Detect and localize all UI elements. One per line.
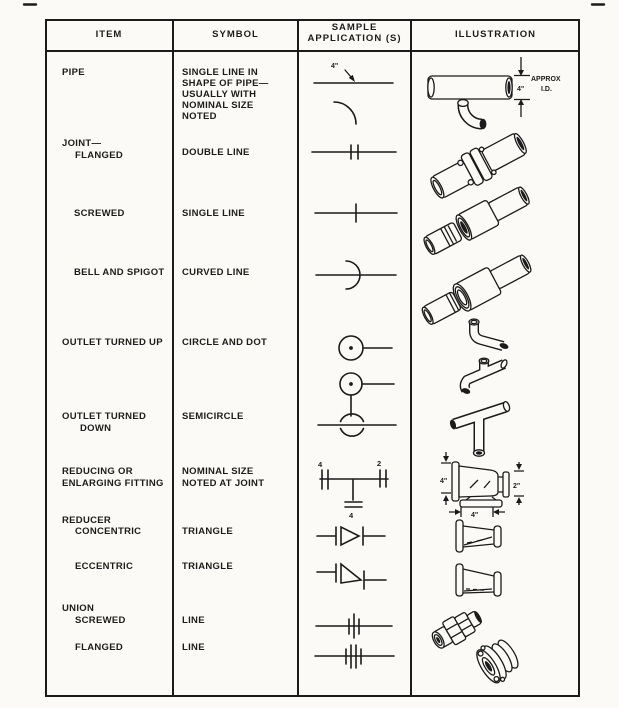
symbol-double-line: DOUBLE LINE bbox=[182, 147, 250, 158]
screwed-union-symbol bbox=[316, 614, 392, 638]
item-reducer: REDUCER bbox=[62, 515, 112, 526]
header-sample-line2: APPLICATION (S) bbox=[307, 33, 402, 44]
header-symbol: SYMBOL bbox=[212, 29, 259, 40]
eccentric-reducer-illustration bbox=[456, 564, 501, 596]
symbol-triangle-eccentric: TRIANGLE bbox=[182, 561, 233, 572]
flanged-union-illustration bbox=[472, 634, 524, 688]
symbol-semicircle: SEMICIRCLE bbox=[182, 411, 244, 422]
symbol-pipe-line1: SINGLE LINE IN bbox=[182, 67, 258, 78]
pipe-size-label: 4" bbox=[331, 63, 339, 70]
pipe-id-label: I.D. bbox=[541, 86, 552, 93]
item-union-screwed: SCREWED bbox=[75, 615, 126, 626]
symbol-single-line: SINGLE LINE bbox=[182, 208, 245, 219]
tee-left-dimension-label: 4" bbox=[440, 478, 448, 485]
symbol-circle-and-dot: CIRCLE AND DOT bbox=[182, 337, 268, 348]
symbol-curved-line: CURVED LINE bbox=[182, 267, 250, 278]
item-outlet-turned-down-line1: OUTLET TURNED bbox=[62, 411, 147, 422]
concentric-reducer-illustration bbox=[456, 520, 501, 552]
item-outlet-turned-up: OUTLET TURNED UP bbox=[62, 337, 163, 348]
pipe-approx-label: APPROX bbox=[531, 76, 561, 83]
symbol-pipe-line2: SHAPE OF PIPE— bbox=[182, 78, 269, 89]
symbol-triangle-concentric: TRIANGLE bbox=[182, 526, 233, 537]
outlet-up-symbol bbox=[339, 336, 394, 416]
item-reducing-line2: ENLARGING FITTING bbox=[62, 478, 164, 489]
header-item: ITEM bbox=[95, 29, 123, 40]
tee-right-size-label: 2 bbox=[377, 459, 382, 468]
screwed-joint-symbol bbox=[315, 204, 397, 222]
reducing-tee-symbol bbox=[318, 459, 388, 520]
symbol-pipe-line3: USUALLY WITH bbox=[182, 89, 257, 100]
item-pipe: PIPE bbox=[62, 67, 85, 78]
outlet-down-symbol bbox=[318, 414, 396, 436]
item-joint: JOINT— bbox=[62, 138, 102, 149]
item-reducer-eccentric: ECCENTRIC bbox=[75, 561, 134, 572]
item-bell-and-spigot: BELL AND SPIGOT bbox=[74, 267, 165, 278]
concentric-reducer-symbol bbox=[317, 527, 385, 545]
header-sample-line1: SAMPLE bbox=[331, 22, 378, 33]
pipe-symbol bbox=[314, 63, 393, 124]
symbol-pipe-line5: NOTED bbox=[182, 111, 217, 122]
tee-left-size-label: 4 bbox=[318, 460, 323, 469]
symbol-nominal-size-line1: NOMINAL SIZE bbox=[182, 466, 254, 477]
bell-and-spigot-illustration bbox=[418, 249, 536, 331]
outlet-up-elbow-illustration bbox=[469, 319, 509, 350]
reducing-tee-illustration bbox=[440, 452, 524, 519]
item-screwed: SCREWED bbox=[74, 208, 125, 219]
eccentric-reducer-symbol bbox=[317, 564, 386, 589]
outlet-up-tee-illustration bbox=[461, 358, 508, 395]
symbol-line-union-screwed: LINE bbox=[182, 615, 205, 626]
symbol-nominal-size-line2: NOTED AT JOINT bbox=[182, 478, 265, 489]
item-joint-flanged: FLANGED bbox=[75, 150, 124, 161]
item-union: UNION bbox=[62, 603, 95, 614]
flanged-union-symbol bbox=[315, 645, 394, 668]
header-illustration: ILLUSTRATION bbox=[455, 29, 536, 40]
elbow-illustration bbox=[458, 100, 487, 130]
symbol-line-union-flanged: LINE bbox=[182, 642, 205, 653]
item-union-flanged: FLANGED bbox=[75, 642, 124, 653]
item-reducer-concentric: CONCENTRIC bbox=[75, 526, 142, 537]
pipe-illustration bbox=[428, 57, 561, 117]
pipe-id-size-label: 4" bbox=[517, 86, 525, 93]
outlet-down-tee-illustration bbox=[449, 401, 511, 456]
item-reducing-line1: REDUCING OR bbox=[62, 466, 133, 477]
tee-bottom-size-label: 4 bbox=[349, 511, 354, 520]
item-outlet-turned-down-line2: DOWN bbox=[80, 423, 112, 434]
screwed-union-illustration bbox=[428, 605, 487, 654]
bell-and-spigot-symbol bbox=[316, 261, 396, 289]
symbol-pipe-line4: NOMINAL SIZE bbox=[182, 100, 254, 111]
tee-bottom-dimension-label: 4" bbox=[471, 512, 479, 519]
tee-right-dimension-label: 2" bbox=[513, 483, 521, 490]
flanged-joint-symbol bbox=[312, 145, 396, 159]
